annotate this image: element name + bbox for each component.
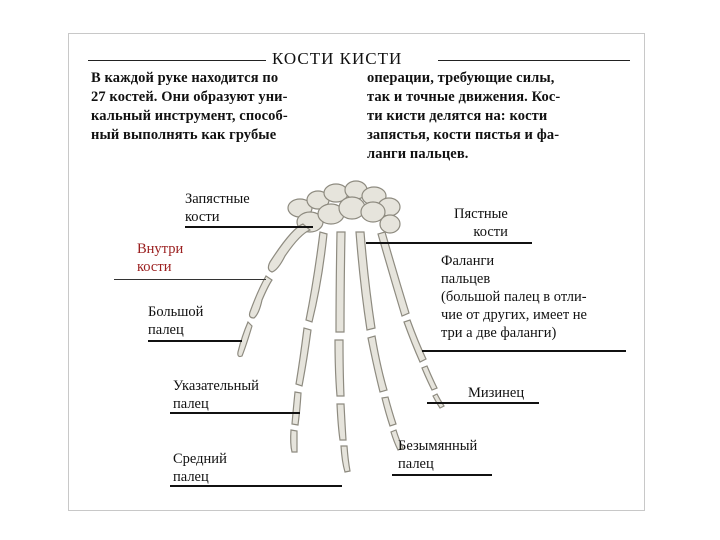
leader-thumb [148,340,242,342]
label-middle-finger: Средний палец [173,451,227,485]
label-index-finger: Указательный палец [173,378,259,412]
label-phalanges: Фаланги пальцев (большой палец в отли- чие от других, имеет не три а две фаланги) [441,253,587,341]
label-thumb: Большой палец [148,304,204,338]
leader-ring-finger [392,474,492,476]
leader-middle-finger [170,485,342,487]
label-carpal-bones: Запястные кости [185,191,250,225]
thumb-bones [238,224,310,357]
ring-finger-bones [356,232,403,450]
leader-inside-bones [114,279,266,280]
label-inside-bones: Внутри кости [137,241,184,275]
label-ring-finger: Безымянный палец [398,438,478,472]
leader-phalanges [422,350,626,352]
page-title: КОСТИ КИСТИ [272,49,403,68]
leader-little-finger [427,402,539,404]
little-finger-bones [378,232,444,408]
leader-carpal-bones [185,226,313,228]
label-metacarpal-bones: Пястные кости [454,206,508,240]
intro-text-left: В каждой руке находится по 27 костей. Они образуют уни- кальный инструмент, способ- ный выполнять как грубые [91,70,288,143]
intro-text-right: операции, требующие силы, так и точные движения. Кос- ти кисти делятся на: кости запястья, кости пястья и фа- ланги пальцев. [367,70,561,162]
middle-finger-bones [335,232,350,472]
leader-metacarpal-bones [366,242,532,244]
label-little-finger: Мизинец [468,385,525,401]
index-finger-bones [291,232,327,452]
leader-index-finger [170,412,300,414]
